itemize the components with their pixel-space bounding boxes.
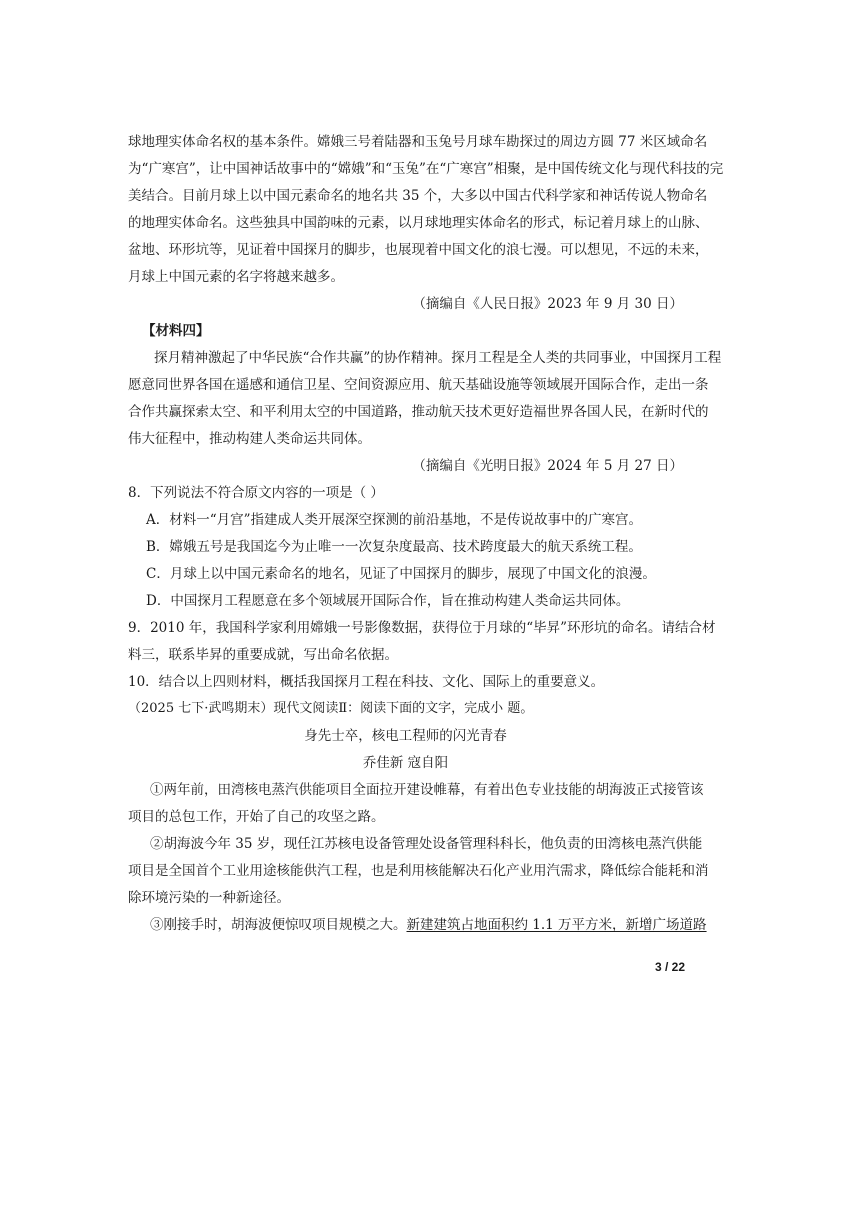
- question9-line: 料三，联系毕昇的重要成就，写出命名依据。: [128, 647, 398, 663]
- material3-line: 为“广寒宫”，让中国神话故事中的“嫦娥”和“玉兔”在“广寒宫”相聚，是中国传统文化与现代科技的完: [128, 161, 724, 177]
- article-paragraph-1-line: ①两年前，田湾核电蒸汽供能项目全面拉开建设帷幕，有着出色专业技能的胡海波正式接管该: [150, 782, 704, 798]
- article-paragraph-3-plain: ③刚接手时，胡海波便惊叹项目规模之大。: [150, 917, 407, 933]
- question8-option-c: C．月球上以中国元素命名的地名，见证了中国探月的脚步，展现了中国文化的浪漫。: [146, 566, 656, 582]
- article-paragraph-1-line: 项目的总包工作，开始了自己的攻坚之路。: [128, 809, 385, 825]
- article-title: 身先士卒，核电工程师的闪光青春: [304, 728, 507, 744]
- article-paragraph-3-underlined: 新建建筑占地面积约 1.1 万平方米，新增广场道路: [406, 917, 707, 933]
- material3-line: 球地理实体命名权的基本条件。嫦娥三号着陆器和玉兔号月球车勘探过的周边方圆 77 米区域命名: [128, 134, 708, 150]
- question10-text: 10．结合以上四则材料，概括我国探月工程在科技、文化、国际上的重要意义。: [128, 674, 605, 690]
- material3-source: （摘编自《人民日报》2023 年 9 月 30 日）: [412, 296, 683, 312]
- question8-option-b: B．嫦娥五号是我国迄今为止唯一一次复杂度最高、技术跨度最大的航天系统工程。: [146, 539, 642, 555]
- material3-line: 月球上中国元素的名字将越来越多。: [128, 269, 344, 285]
- article-paragraph-2-line: ②胡海波今年 35 岁，现任江苏核电设备管理处设备管理科科长，他负责的田湾核电蒸汽供能: [150, 836, 703, 852]
- question8-option-d: D．中国探月工程愿意在多个领域展开国际合作，旨在推动构建人类命运共同体。: [146, 593, 630, 609]
- question8-stem: 8．下列说法不符合原文内容的一项是（ ）: [128, 485, 384, 501]
- article-paragraph-2-line: 除环境污染的一种新途径。: [128, 890, 290, 906]
- material4-line: 探月精神激起了中华民族“合作共赢”的协作精神。探月工程是全人类的共同事业，中国探月工程: [154, 350, 722, 366]
- section2-intro: （2025 七下·武鸣期末）现代文阅读Ⅱ：阅读下面的文字，完成小 题。: [128, 701, 534, 716]
- article-paragraph-3-line: [150, 915, 707, 935]
- material3-line: 盆地、环形坑等，见证着中国探月的脚步，也展现着中国文化的浪七漫。可以想见，不远的未来，: [128, 242, 709, 258]
- material4-source: （摘编自《光明日报》2024 年 5 月 27 日）: [412, 458, 683, 474]
- material4-heading: 【材料四】: [142, 323, 210, 339]
- question8-option-a: A．材料一“月宫”指建成人类开展深空探测的前沿基地，不是传说故事中的广寒宫。: [146, 512, 643, 528]
- material4-line: 伟大征程中，推动构建人类命运共同体。: [128, 431, 371, 447]
- material3-line: 的地理实体命名。这些独具中国韵味的元素，以月球地理实体命名的形式，标记着月球上的山脉、: [128, 215, 709, 231]
- article-paragraph-2-line: 项目是全国首个工业用途核能供汽工程，也是利用核能解决石化产业用汽需求，降低综合能耗和消: [128, 863, 709, 879]
- article-authors: 乔佳新 寇自阳: [362, 755, 449, 771]
- material4-line: 合作共赢探索太空、和平利用太空的中国道路，推动航天技术更好造福世界各国人民，在新时代的: [128, 404, 709, 420]
- material4-line: 愿意同世界各国在遥感和通信卫星、空间资源应用、航天基础设施等领域展开国际合作，走出一条: [128, 377, 709, 393]
- page-number: 3 / 22: [654, 960, 685, 974]
- material3-line: 美结合。目前月球上以中国元素命名的地名共 35 个，大多以中国古代科学家和神话传说人物命名: [128, 188, 708, 204]
- question9-line: 9．2010 年，我国科学家利用嫦娥一号影像数据，获得位于月球的“毕昇”环形坑的命名。请结合材: [128, 620, 716, 636]
